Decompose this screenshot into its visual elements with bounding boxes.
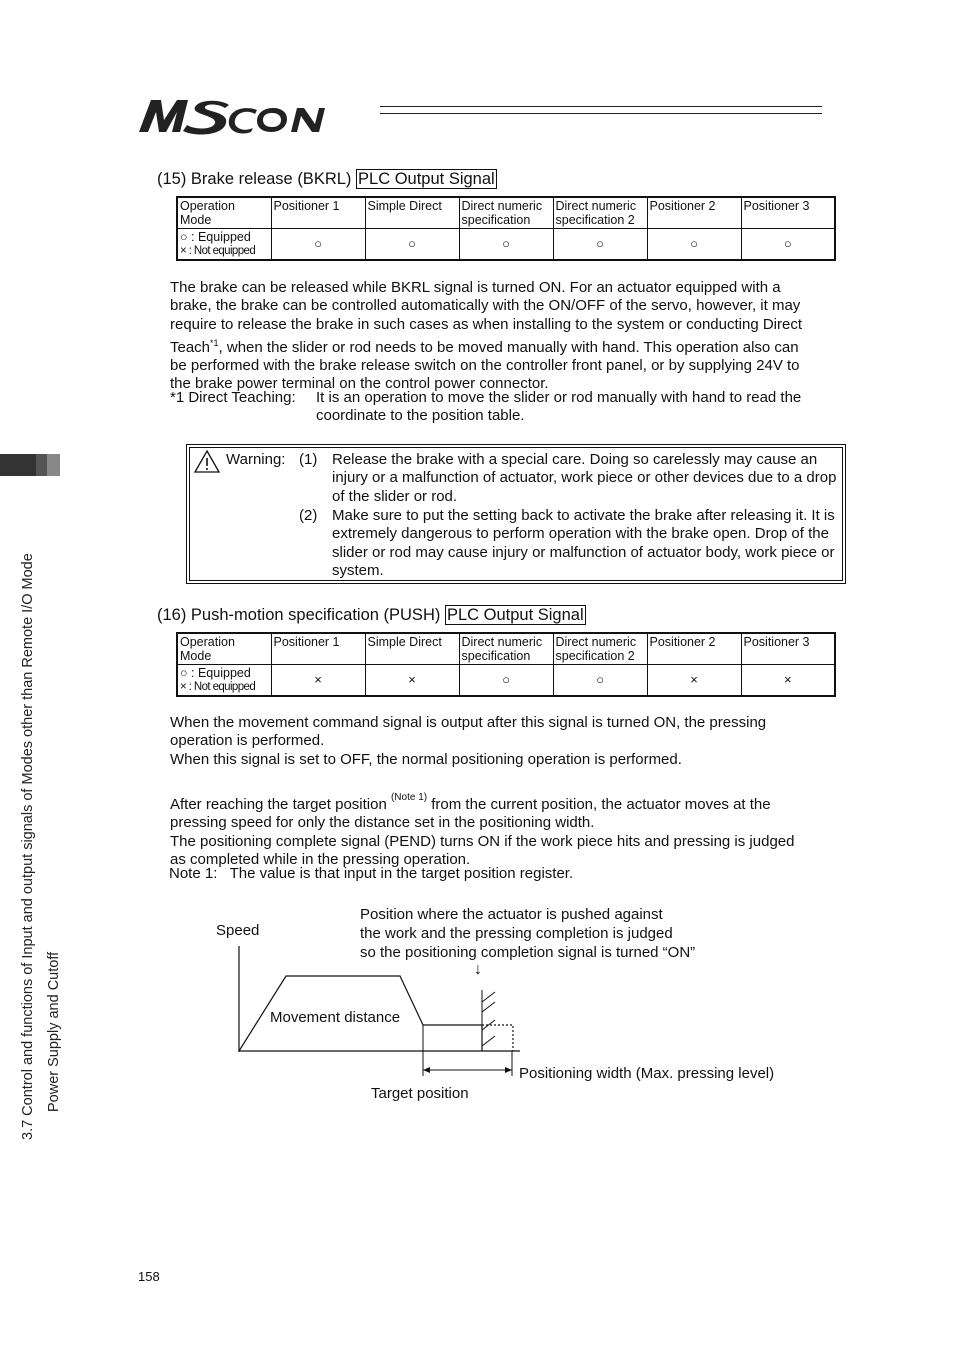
note-1: Note 1: The value is that input in the target position register.: [169, 865, 574, 882]
chapter-tab: [0, 454, 36, 476]
table-value-cell: ○: [647, 229, 741, 261]
footnote-direct-teaching: [170, 389, 844, 429]
table-header-cell: Simple Direct: [365, 197, 459, 229]
paragraph-line: operation is performed.: [170, 732, 325, 750]
speed-label: Speed: [216, 922, 260, 939]
paragraph-line: [170, 334, 842, 357]
table-header-cell: Direct numeric specification 2: [553, 197, 647, 229]
table-header-cell: Positioner 3: [741, 197, 835, 229]
table-header-cell: Positioner 2: [647, 197, 741, 229]
paragraph-line: When this signal is set to OFF, the normal positioning operation is performed.: [170, 750, 682, 768]
paragraph-line: The positioning complete signal (PEND) turns ON if the work piece hits and pressing is judged: [170, 832, 795, 850]
paragraph-line: as completed while in the pressing operation.: [170, 850, 471, 868]
note-line: Position where the actuator is pushed against: [360, 906, 663, 923]
table-value-cell: ○: [365, 229, 459, 261]
table-value-cell: ○: [741, 229, 835, 261]
page-number: 158: [138, 1269, 160, 1284]
side-chapter-title: 3.7 Control and functions of Input and output signals of Modes other than Remote I/O Mode: [20, 553, 36, 1140]
target-position-label: Target position: [371, 1085, 469, 1102]
paragraph-line: brake, the brake can be controlled automatically with the ON/OFF of the servo, however, it may: [170, 297, 801, 315]
warning-label: Warning:: [226, 451, 286, 468]
work-hatch: [482, 992, 495, 1002]
table-value-cell: ×: [365, 665, 459, 697]
paragraph-line: The brake can be released while BKRL signal is turned ON. For an actuator equipped with a: [170, 279, 781, 296]
legend-not-equipped: × : Not equipped: [180, 245, 256, 257]
section-15-title: [157, 170, 497, 189]
section-16-title: [157, 606, 586, 625]
plc-output-tag: PLC Output Signal: [358, 170, 495, 188]
table-value-cell: ×: [271, 665, 365, 697]
paragraph-line: When the movement command signal is output after this signal is turned ON, the pressing: [170, 714, 767, 731]
paragraph-line: the brake power terminal on the control power connector.: [170, 375, 549, 393]
paragraph-line: be performed with the brake release switch on the controller front panel, or by supplying 24V to: [170, 357, 800, 375]
table-value-cell: ○: [553, 229, 647, 261]
pressing-dotted-line: [482, 1025, 513, 1051]
table-value-cell: ○: [271, 229, 365, 261]
warning-triangle-icon: [193, 449, 221, 474]
mode-table-16: [176, 632, 836, 697]
side-chapter-subtitle: Power Supply and Cutoff: [46, 951, 62, 1112]
table-header-cell: Direct numeric specification 2: [553, 633, 647, 665]
legend-cell: [177, 229, 271, 261]
paragraph-fragment: , when the slider or rod needs to be moved manually with hand. This operation also can: [218, 338, 799, 356]
warning-item-number: (1): [299, 451, 318, 468]
direct-teach-term: Teach: [170, 338, 211, 356]
arrow-head: [505, 1067, 512, 1073]
arrow-head: [423, 1067, 430, 1073]
section-16-heading: (16) Push-motion specification (PUSH): [157, 606, 441, 624]
table-header-cell: Operation Mode: [177, 633, 271, 665]
paragraph-fragment: After reaching the target position: [170, 796, 387, 813]
paragraph-fragment: from the current position, the actuator moves at the: [431, 796, 771, 813]
table-header-cell: Direct numeric specification: [459, 633, 553, 665]
table-header-cell: Positioner 1: [271, 633, 365, 665]
mscon-logo: [137, 96, 369, 136]
warning-item-text: Release the brake with a special care. Doing so carelessly may cause an injury or a malfunction of actuator, work piece or other devices due to a drop of the slider or rod.: [332, 451, 837, 505]
section-15-heading: (15) Brake release (BKRL): [157, 170, 352, 188]
work-hatch: [482, 1036, 495, 1046]
table-value-cell: ×: [647, 665, 741, 697]
chapter-tab: [47, 454, 60, 476]
note-ref: (Note 1): [390, 792, 428, 803]
paragraph-line: pressing speed for only the distance set in the positioning width.: [170, 814, 595, 832]
table-value-cell: ○: [459, 665, 553, 697]
down-arrow-icon: ↓: [474, 961, 482, 978]
work-hatch: [482, 1002, 495, 1012]
header-rule: [380, 113, 822, 114]
paragraph-line: require to release the brake in such cases as when installing to the system or conducting Direct: [170, 315, 802, 333]
table-header-cell: Direct numeric specification: [459, 197, 553, 229]
table-header-cell: Operation Mode: [177, 197, 271, 229]
footnote-ref: *1: [210, 337, 219, 348]
section-16-paragraph-2: [170, 792, 842, 869]
legend-equipped: ○ : Equipped: [180, 230, 251, 244]
chapter-tab: [36, 454, 47, 476]
paragraph-line: [170, 792, 842, 814]
movement-distance-label: Movement distance: [270, 1009, 401, 1026]
footnote-label: *1 Direct Teaching:: [170, 389, 296, 406]
positioning-width-label: Positioning width (Max. pressing level): [519, 1065, 775, 1082]
table-header-cell: Positioner 3: [741, 633, 835, 665]
table-value-cell: ○: [553, 665, 647, 697]
legend-not-equipped: × : Not equipped: [180, 681, 256, 693]
table-value-cell: ×: [741, 665, 835, 697]
note-line: the work and the pressing completion is judged: [360, 925, 673, 943]
push-position-note: [360, 905, 695, 963]
header-rule: [380, 106, 822, 107]
note-line: so the positioning completion signal is turned “ON”: [360, 944, 696, 962]
table-header-cell: Positioner 2: [647, 633, 741, 665]
table-value-cell: ○: [459, 229, 553, 261]
plc-output-tag: PLC Output Signal: [446, 606, 584, 624]
warning-item-text: Make sure to put the setting back to activate the brake after releasing it. It is extremely dangerous to perform operation with the brake open. Drop of the slider or rod may cause injury or malfunction of actuator body, work piece or system.: [332, 507, 835, 579]
warning-item-number: (2): [299, 507, 318, 524]
section-16-paragraph-1: [170, 714, 842, 769]
legend-equipped: ○ : Equipped: [180, 666, 251, 680]
footnote-text: It is an operation to move the slider or rod manually with hand to read the coordinate to the position table.: [316, 389, 802, 425]
mode-table-15: [176, 196, 836, 261]
table-header-cell: Simple Direct: [365, 633, 459, 665]
table-header-cell: Positioner 1: [271, 197, 365, 229]
legend-cell: [177, 665, 271, 697]
section-15-paragraph: [170, 279, 842, 394]
